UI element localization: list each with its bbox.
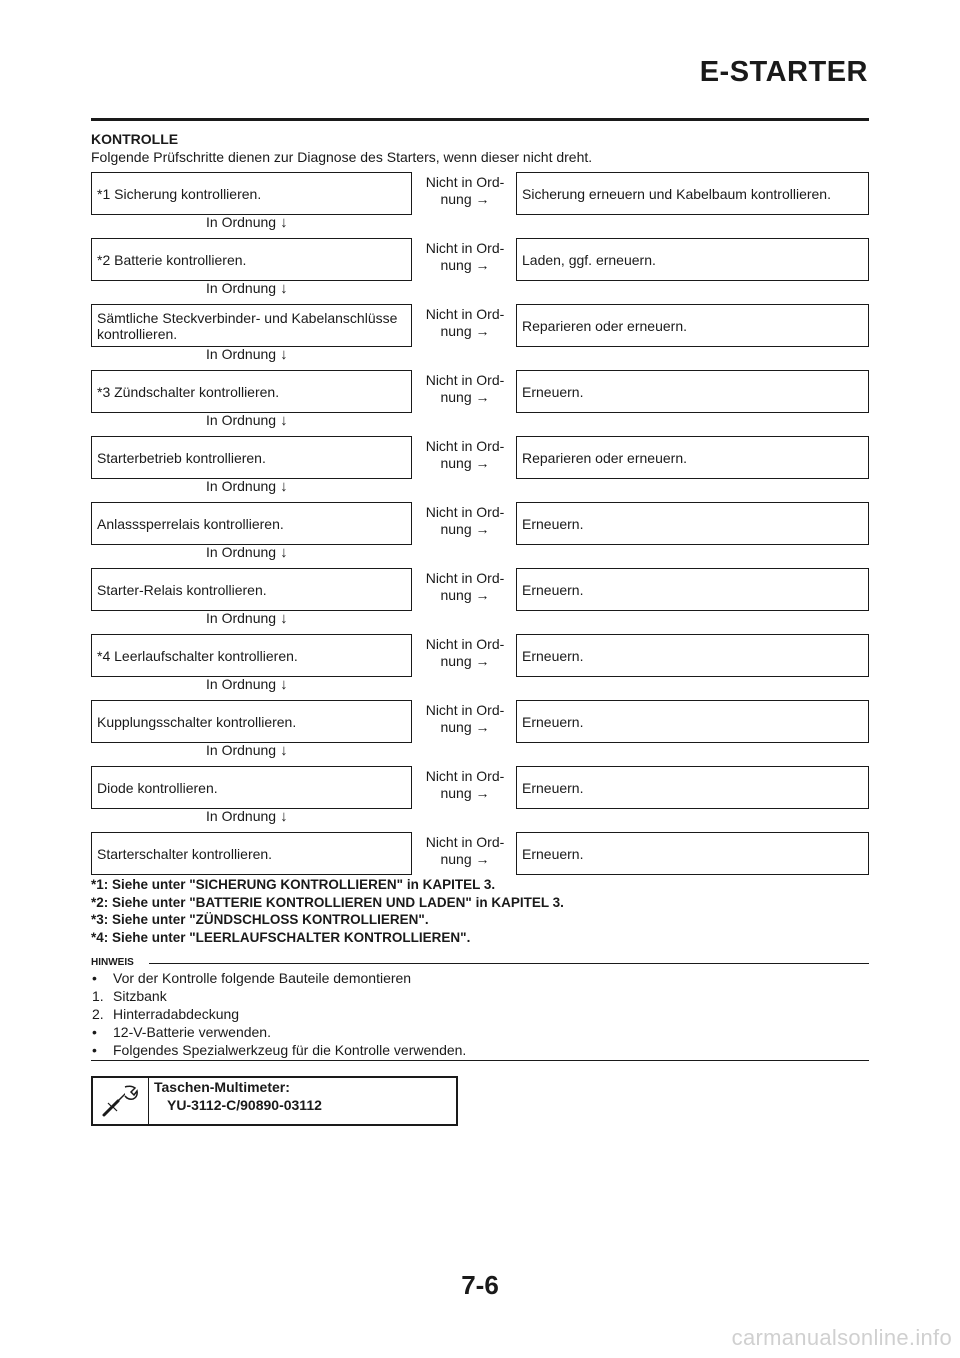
down-arrow-icon: ↓ <box>280 412 288 429</box>
ok-label <box>206 346 288 363</box>
check-box <box>91 436 412 479</box>
not-ok-line2 <box>415 257 515 274</box>
flow-step <box>91 370 869 436</box>
action-box <box>516 832 869 875</box>
action-box <box>516 172 869 215</box>
hinweis-item <box>91 1023 466 1041</box>
list-marker: • <box>92 1024 97 1040</box>
header-rule <box>91 118 869 121</box>
down-arrow-icon: ↓ <box>280 676 288 693</box>
check-box <box>91 634 412 677</box>
not-ok-line2-text: nung <box>440 851 472 867</box>
page-title: E-STARTER <box>699 56 868 88</box>
action-text: Erneuern. <box>522 515 584 532</box>
action-text: Reparieren oder erneuern. <box>522 317 687 334</box>
check-text: Diode kontrollieren. <box>97 779 218 796</box>
not-ok-line1: Nicht in Ord- <box>425 372 505 388</box>
tool-part-number: YU-3112-C/90890-03112 <box>167 1097 322 1113</box>
not-ok-line2 <box>415 587 515 604</box>
flow-step <box>91 172 869 238</box>
not-ok-line1: Nicht in Ord- <box>425 768 505 784</box>
footnote: *2: Siehe unter "BATTERIE KONTROLLIEREN UND LADEN" in KAPITEL 3. <box>91 894 564 910</box>
not-ok-line2-text: nung <box>440 785 472 801</box>
hinweis-text: Vor der Kontrolle folgende Bauteile demontieren <box>113 970 412 986</box>
action-box <box>516 568 869 611</box>
flow-step <box>91 568 869 634</box>
down-arrow-icon: ↓ <box>280 346 288 363</box>
not-ok-label <box>415 768 515 802</box>
action-text: Erneuern. <box>522 779 584 796</box>
footnote: *4: Siehe unter "LEERLAUFSCHALTER KONTROLLIEREN". <box>91 929 471 945</box>
ok-label <box>206 214 288 231</box>
check-text: Kupplungsschalter kontrollieren. <box>97 713 297 730</box>
not-ok-line2 <box>415 851 515 868</box>
ok-label <box>206 742 288 759</box>
flow-step <box>91 502 869 568</box>
not-ok-line1: Nicht in Ord- <box>425 240 505 256</box>
footnote: *3: Siehe unter "ZÜNDSCHLOSS KONTROLLIEREN". <box>91 912 429 927</box>
check-box <box>91 700 412 743</box>
not-ok-line1: Nicht in Ord- <box>425 570 505 586</box>
section-intro: Folgende Prüfschritte dienen zur Diagnose des Starters, wenn dieser nicht dreht. <box>91 149 593 165</box>
not-ok-line2 <box>415 719 515 736</box>
ok-label <box>206 808 288 825</box>
not-ok-line2-text: nung <box>440 323 472 339</box>
down-arrow-icon: ↓ <box>280 214 288 231</box>
not-ok-label <box>415 636 515 670</box>
hinweis-item <box>91 1041 466 1059</box>
right-arrow-icon: → <box>475 587 490 603</box>
ok-text: In Ordnung <box>206 610 277 626</box>
action-box <box>516 502 869 545</box>
not-ok-line2 <box>415 389 515 406</box>
ok-text: In Ordnung <box>206 676 277 692</box>
action-box <box>516 436 869 479</box>
check-text: Starterbetrieb kontrollieren. <box>97 449 266 466</box>
action-text: Erneuern. <box>522 647 584 664</box>
watermark: carmanualsonline.info <box>731 1325 952 1350</box>
special-tool-box <box>91 1076 458 1126</box>
not-ok-line2-text: nung <box>440 455 472 471</box>
list-marker: • <box>92 1042 97 1058</box>
down-arrow-icon: ↓ <box>280 610 288 627</box>
ok-text: In Ordnung <box>206 544 277 560</box>
right-arrow-icon: → <box>475 455 490 471</box>
ok-text: In Ordnung <box>206 478 277 494</box>
action-box <box>516 238 869 281</box>
check-text: Anlasssperrelais kontrollieren. <box>97 515 284 532</box>
flow-step <box>91 700 869 766</box>
not-ok-line2-text: nung <box>440 521 472 537</box>
right-arrow-icon: → <box>475 191 490 207</box>
right-arrow-icon: → <box>475 389 490 405</box>
check-text: *4 Leerlaufschalter kontrollieren. <box>97 647 298 664</box>
ok-label <box>206 280 288 297</box>
hinweis-item <box>91 1005 466 1023</box>
not-ok-label <box>415 504 515 538</box>
hinweis-text: 12-V-Batterie verwenden. <box>113 1024 271 1040</box>
check-box <box>91 172 412 215</box>
page-number: 7-6 <box>461 1270 499 1300</box>
hinweis-text: Sitzbank <box>113 988 167 1004</box>
not-ok-line1: Nicht in Ord- <box>425 438 505 454</box>
check-box <box>91 568 412 611</box>
not-ok-label <box>415 372 515 406</box>
action-box <box>516 370 869 413</box>
not-ok-line2-text: nung <box>440 587 472 603</box>
footnote: *1: Siehe unter "SICHERUNG KONTROLLIEREN" in KAPITEL 3. <box>91 877 496 892</box>
ok-label <box>206 676 288 693</box>
action-box <box>516 700 869 743</box>
hinweis-end-rule <box>91 1060 869 1061</box>
diagnosis-flowchart <box>91 172 869 898</box>
hinweis-item <box>91 969 466 987</box>
special-tool-icon <box>101 1084 139 1118</box>
check-box <box>91 370 412 413</box>
down-arrow-icon: ↓ <box>280 280 288 297</box>
not-ok-line1: Nicht in Ord- <box>425 504 505 520</box>
not-ok-label <box>415 702 515 736</box>
not-ok-line2-text: nung <box>440 653 472 669</box>
list-marker: • <box>92 970 97 986</box>
section-heading: KONTROLLE <box>91 131 179 147</box>
not-ok-line1: Nicht in Ord- <box>425 834 505 850</box>
right-arrow-icon: → <box>475 323 490 339</box>
check-text: Starter-Relais kontrollieren. <box>97 581 267 598</box>
down-arrow-icon: ↓ <box>280 808 288 825</box>
ok-text: In Ordnung <box>206 808 277 824</box>
down-arrow-icon: ↓ <box>280 478 288 495</box>
not-ok-label <box>415 240 515 274</box>
action-text: Reparieren oder erneuern. <box>522 449 687 466</box>
flow-step <box>91 634 869 700</box>
check-box <box>91 766 412 809</box>
right-arrow-icon: → <box>475 719 490 735</box>
ok-text: In Ordnung <box>206 412 277 428</box>
check-box <box>91 304 412 347</box>
down-arrow-icon: ↓ <box>280 742 288 759</box>
hinweis-label: HINWEIS <box>91 957 134 968</box>
check-box <box>91 502 412 545</box>
not-ok-line2-text: nung <box>440 719 472 735</box>
not-ok-line2 <box>415 785 515 802</box>
ok-label <box>206 544 288 561</box>
ok-label <box>206 412 288 429</box>
check-text: *2 Batterie kontrollieren. <box>97 251 247 268</box>
list-marker: 1. <box>92 988 104 1004</box>
right-arrow-icon: → <box>475 521 490 537</box>
action-text: Erneuern. <box>522 713 584 730</box>
not-ok-line2 <box>415 323 515 340</box>
action-box <box>516 304 869 347</box>
not-ok-line2 <box>415 521 515 538</box>
not-ok-line1: Nicht in Ord- <box>425 306 505 322</box>
footnotes <box>91 876 564 946</box>
right-arrow-icon: → <box>475 851 490 867</box>
action-text: Erneuern. <box>522 383 584 400</box>
list-marker: 2. <box>92 1006 104 1022</box>
check-text: *1 Sicherung kontrollieren. <box>97 185 262 202</box>
action-text: Erneuern. <box>522 845 584 862</box>
flow-step <box>91 436 869 502</box>
not-ok-line1: Nicht in Ord- <box>425 174 505 190</box>
ok-text: In Ordnung <box>206 214 277 230</box>
not-ok-line2-text: nung <box>440 191 472 207</box>
not-ok-label <box>415 570 515 604</box>
action-text: Sicherung erneuern und Kabelbaum kontrollieren. <box>522 185 831 202</box>
flow-step <box>91 238 869 304</box>
ok-text: In Ordnung <box>206 742 277 758</box>
action-text: Erneuern. <box>522 581 584 598</box>
hinweis-text: Hinterradabdeckung <box>113 1006 240 1022</box>
ok-label <box>206 478 288 495</box>
check-text: Sämtliche Steckverbinder- und Kabelanschlüsse kontrollieren. <box>97 309 398 342</box>
not-ok-line2-text: nung <box>440 389 472 405</box>
flow-step <box>91 766 869 832</box>
action-box <box>516 634 869 677</box>
not-ok-label <box>415 174 515 208</box>
not-ok-line2 <box>415 455 515 472</box>
ok-text: In Ordnung <box>206 346 277 362</box>
check-text: Starterschalter kontrollieren. <box>97 845 273 862</box>
not-ok-label <box>415 438 515 472</box>
right-arrow-icon: → <box>475 653 490 669</box>
check-text: *3 Zündschalter kontrollieren. <box>97 383 280 400</box>
not-ok-line2 <box>415 653 515 670</box>
tool-icon-cell <box>93 1078 149 1124</box>
flow-step <box>91 304 869 370</box>
right-arrow-icon: → <box>475 257 490 273</box>
check-box <box>91 238 412 281</box>
hinweis-item <box>91 987 466 1005</box>
not-ok-line1: Nicht in Ord- <box>425 636 505 652</box>
hinweis-rule <box>149 963 869 964</box>
tool-name: Taschen-Multimeter: <box>154 1079 290 1095</box>
right-arrow-icon: → <box>475 785 490 801</box>
ok-label <box>206 610 288 627</box>
not-ok-line2 <box>415 191 515 208</box>
hinweis-list <box>91 969 466 1059</box>
not-ok-line1: Nicht in Ord- <box>425 702 505 718</box>
not-ok-line2-text: nung <box>440 257 472 273</box>
action-box <box>516 766 869 809</box>
check-box <box>91 832 412 875</box>
not-ok-label <box>415 834 515 868</box>
ok-text: In Ordnung <box>206 280 277 296</box>
not-ok-label <box>415 306 515 340</box>
hinweis-text: Folgendes Spezialwerkzeug für die Kontrolle verwenden. <box>113 1042 467 1058</box>
action-text: Laden, ggf. erneuern. <box>522 251 656 268</box>
down-arrow-icon: ↓ <box>280 544 288 561</box>
